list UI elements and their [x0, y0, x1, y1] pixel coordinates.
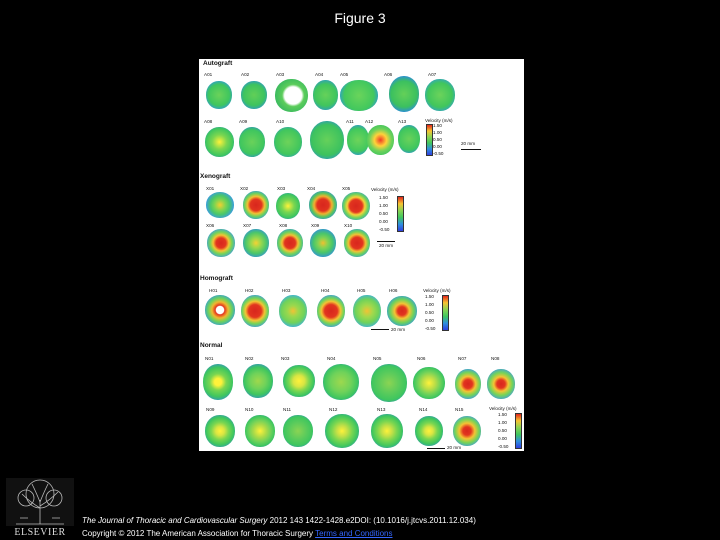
- legend-tick: 1.00: [379, 203, 388, 208]
- cell-label: A09: [239, 119, 248, 124]
- flow-map: [340, 80, 378, 111]
- velocity-legend: [365, 187, 409, 237]
- flow-map: [413, 367, 445, 399]
- legend-tick: 0.00: [425, 318, 434, 323]
- legend-tick: 1.50: [425, 294, 434, 299]
- cell-label: H06: [389, 288, 398, 293]
- scale-label: 20 mm: [461, 141, 476, 146]
- flow-map: [279, 295, 307, 327]
- flow-map: [206, 192, 234, 218]
- legend-tick: 1.00: [433, 130, 442, 135]
- cell-label: X08: [279, 223, 288, 228]
- citation-line: [82, 514, 476, 527]
- cell-label: N15: [455, 407, 464, 412]
- cell-label: N03: [281, 356, 290, 361]
- flow-map: [455, 369, 481, 399]
- legend-title: Velocity (m/s): [425, 118, 453, 123]
- cell-label: N12: [329, 407, 338, 412]
- cell-label: H04: [321, 288, 330, 293]
- flow-map: [205, 295, 235, 325]
- cell-label: N08: [491, 356, 500, 361]
- cell-label: H05: [357, 288, 366, 293]
- cell-label: A13: [398, 119, 407, 124]
- legend-tick: -0.50: [379, 227, 390, 232]
- cell-label: N07: [458, 356, 467, 361]
- legend-tick: 0.00: [498, 436, 507, 441]
- flow-map: [245, 415, 275, 447]
- flow-map: [389, 76, 419, 112]
- flow-map: [275, 79, 308, 112]
- flow-map: [276, 193, 300, 219]
- flow-map: [283, 415, 313, 447]
- cell-label: A04: [315, 72, 324, 77]
- journal-name: The Journal of Thoracic and Cardiovascular Surgery: [82, 516, 268, 525]
- flow-map: [283, 365, 315, 397]
- cell-label: N09: [206, 407, 215, 412]
- cell-label: N14: [419, 407, 428, 412]
- flow-map: [243, 364, 273, 398]
- copyright-line: [82, 527, 476, 540]
- cell-label: N05: [373, 356, 382, 361]
- cell-label: A12: [365, 119, 374, 124]
- cell-label: H02: [245, 288, 254, 293]
- cell-label: X07: [243, 223, 252, 228]
- flow-map: [487, 369, 515, 399]
- figure-panel: [199, 59, 524, 451]
- legend-tick: -0.50: [433, 151, 444, 156]
- elsevier-logo: [6, 478, 74, 538]
- scale-label: 20 mm: [391, 327, 406, 332]
- citation-footer: [82, 514, 476, 540]
- cell-label: A08: [204, 119, 213, 124]
- cell-label: X06: [206, 223, 215, 228]
- flow-map: [371, 364, 407, 402]
- flow-map: [241, 295, 269, 327]
- flow-map: [425, 79, 455, 111]
- cell-label: X05: [342, 186, 351, 191]
- flow-map: [323, 364, 359, 400]
- cell-label: A07: [428, 72, 437, 77]
- legend-tick: 1.00: [425, 302, 434, 307]
- cell-label: N13: [377, 407, 386, 412]
- flow-map: [317, 295, 345, 327]
- legend-tick: -0.50: [498, 444, 509, 449]
- cell-label: N04: [327, 356, 336, 361]
- legend-title: Velocity (m/s): [371, 187, 399, 192]
- cell-label: N01: [205, 356, 214, 361]
- legend-tick: 0.00: [379, 219, 388, 224]
- terms-link[interactable]: Terms and Conditions: [315, 529, 393, 538]
- cell-label: A11: [346, 119, 354, 124]
- copyright-text: Copyright © 2012 The American Association for Thoracic Surgery: [82, 529, 316, 538]
- cell-label: N06: [417, 356, 426, 361]
- flow-map: [353, 295, 381, 327]
- section-title-xenograft: Xenograft: [200, 173, 231, 180]
- cell-label: H01: [209, 288, 218, 293]
- velocity-legend: [413, 288, 459, 338]
- legend-tick: 0.50: [498, 428, 507, 433]
- cell-label: X09: [311, 223, 320, 228]
- flow-map: [274, 127, 302, 157]
- cell-label: X10: [344, 223, 353, 228]
- section-title-normal: Normal: [200, 342, 223, 349]
- cell-label: A02: [241, 72, 250, 77]
- cell-label: A10: [276, 119, 285, 124]
- flow-map: [205, 415, 235, 447]
- color-scale: [426, 124, 433, 156]
- color-scale: [397, 196, 404, 232]
- flow-map: [325, 414, 359, 448]
- legend-tick: 0.50: [433, 137, 442, 142]
- cell-label: X03: [277, 186, 286, 191]
- cell-label: A05: [340, 72, 349, 77]
- scale-label: 20 mm: [447, 445, 462, 450]
- flow-map: [207, 229, 235, 257]
- flow-map: [371, 414, 403, 448]
- cell-label: N11: [283, 407, 292, 412]
- cell-label: N02: [245, 356, 254, 361]
- flow-map: [313, 80, 338, 110]
- color-scale: [442, 295, 449, 331]
- flow-map: [203, 364, 233, 400]
- cell-label: H03: [282, 288, 291, 293]
- legend-tick: 1.00: [498, 420, 507, 425]
- flow-map: [239, 127, 265, 157]
- flow-map: [243, 229, 269, 257]
- legend-tick: 1.50: [379, 195, 388, 200]
- scale-bar: [461, 141, 475, 146]
- publisher-wordmark: ELSEVIER: [14, 527, 66, 538]
- scale-label: 20 mm: [379, 243, 394, 248]
- section-title-homograft: Homograft: [200, 275, 233, 282]
- flow-map: [453, 416, 481, 446]
- cell-label: X01: [206, 186, 215, 191]
- velocity-legend: [479, 406, 524, 452]
- citation-details: 2012 143 1422-1428.e2DOI: (10.1016/j.jtcvs.2011.12.034): [267, 516, 476, 525]
- cell-label: A06: [384, 72, 393, 77]
- color-scale: [515, 413, 522, 449]
- flow-map: [309, 191, 337, 219]
- flow-map: [241, 81, 267, 109]
- flow-map: [398, 125, 420, 153]
- flow-map: [277, 229, 303, 257]
- legend-tick: 1.50: [498, 412, 507, 417]
- flow-map: [415, 416, 443, 446]
- flow-map: [205, 127, 234, 157]
- cell-label: X04: [307, 186, 316, 191]
- flow-map: [206, 81, 232, 109]
- legend-tick: 0.50: [425, 310, 434, 315]
- figure-title: Figure 3: [334, 10, 386, 26]
- cell-label: N10: [245, 407, 254, 412]
- cell-label: A01: [204, 72, 213, 77]
- legend-tick: -0.50: [425, 326, 436, 331]
- cell-label: X02: [240, 186, 249, 191]
- section-title-autograft: Autograft: [203, 60, 233, 67]
- flow-map: [310, 229, 336, 257]
- legend-title: Velocity (m/s): [489, 406, 517, 411]
- legend-tick: 0.50: [379, 211, 388, 216]
- legend-tick: 1.50: [433, 123, 442, 128]
- cell-label: A03: [276, 72, 285, 77]
- flow-map: [347, 125, 369, 155]
- legend-title: Velocity (m/s): [423, 288, 451, 293]
- flow-map: [310, 121, 344, 159]
- legend-tick: 0.00: [433, 144, 442, 149]
- flow-map: [367, 125, 394, 155]
- tree-icon: [6, 478, 74, 526]
- flow-map: [243, 191, 269, 219]
